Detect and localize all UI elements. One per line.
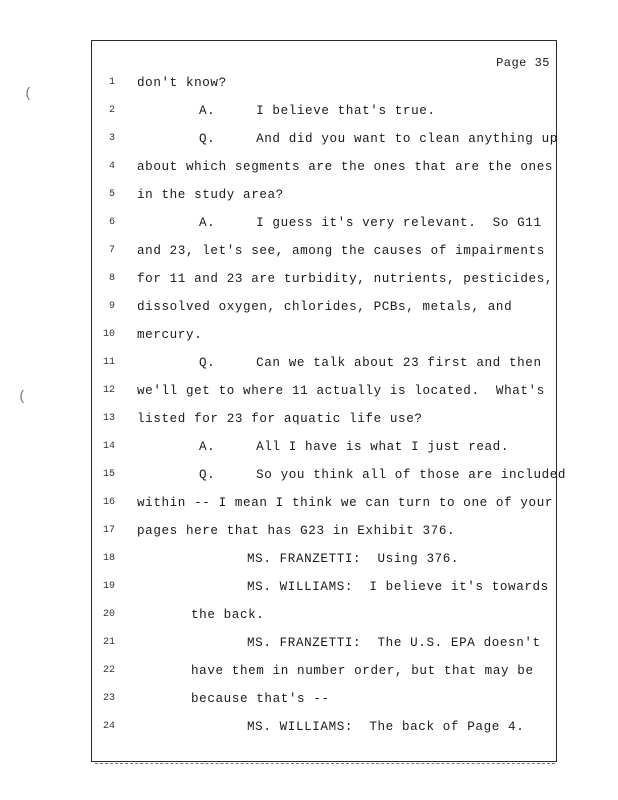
line-text: Q. So you think all of those are included (199, 468, 567, 482)
line-number: 10 (102, 329, 115, 340)
line-text: for 11 and 23 are turbidity, nutrients, pesticides, (137, 272, 554, 286)
line-number: 12 (102, 385, 115, 396)
line-number: 24 (102, 721, 115, 732)
transcript-line (0, 465, 618, 485)
line-number: 6 (108, 217, 115, 228)
line-text: A. I believe that's true. (199, 104, 436, 118)
line-number: 2 (108, 105, 115, 116)
transcript-line (0, 297, 618, 317)
line-text: have them in number order, but that may be (191, 664, 534, 678)
line-number: 5 (108, 189, 115, 200)
transcript-line (0, 549, 618, 569)
line-number: 4 (108, 161, 115, 172)
transcript-line (0, 269, 618, 289)
transcript-line (0, 185, 618, 205)
transcript-line (0, 409, 618, 429)
scan-speck: ( (24, 86, 33, 102)
transcript-line (0, 577, 618, 597)
line-number: 1 (108, 77, 115, 88)
transcript-line (0, 717, 618, 737)
line-text: in the study area? (137, 188, 284, 202)
transcript-line (0, 605, 618, 625)
line-text: MS. FRANZETTI: The U.S. EPA doesn't (247, 636, 541, 650)
line-number: 14 (102, 441, 115, 452)
line-text: Q. Can we talk about 23 first and then (199, 356, 542, 370)
transcript-line (0, 521, 618, 541)
line-number: 18 (102, 553, 115, 564)
line-text: MS. WILLIAMS: I believe it's towards (247, 580, 549, 594)
line-number: 8 (108, 273, 115, 284)
line-number: 13 (102, 413, 115, 424)
scan-edge-noise (95, 763, 555, 768)
scan-speck: ( (18, 389, 27, 405)
transcript-line (0, 101, 618, 121)
line-text: we'll get to where 11 actually is located. What's (137, 384, 545, 398)
transcript-line (0, 241, 618, 261)
transcript-line (0, 325, 618, 345)
line-text: MS. FRANZETTI: Using 376. (247, 552, 460, 566)
line-number: 19 (102, 581, 115, 592)
transcript-line (0, 437, 618, 457)
line-number: 16 (102, 497, 115, 508)
line-text: mercury. (137, 328, 203, 342)
line-number: 7 (108, 245, 115, 256)
line-text: pages here that has G23 in Exhibit 376. (137, 524, 456, 538)
line-number: 3 (108, 133, 115, 144)
transcript-line (0, 353, 618, 373)
line-number: 17 (102, 525, 115, 536)
line-text: A. All I have is what I just read. (199, 440, 509, 454)
transcript-line (0, 213, 618, 233)
line-text: don't know? (137, 76, 227, 90)
transcript-line (0, 73, 618, 93)
line-number: 22 (102, 665, 115, 676)
transcript-line (0, 633, 618, 653)
page-label: Page 35 (496, 56, 550, 70)
line-text: Q. And did you want to clean anything up (199, 132, 558, 146)
line-number: 15 (102, 469, 115, 480)
line-text: about which segments are the ones that are the ones (137, 160, 554, 174)
line-text: within -- I mean I think we can turn to one of your (137, 496, 554, 510)
line-number: 23 (102, 693, 115, 704)
line-text: the back. (191, 608, 265, 622)
line-text: because that's -- (191, 692, 330, 706)
line-number: 9 (108, 301, 115, 312)
line-text: listed for 23 for aquatic life use? (137, 412, 423, 426)
line-number: 21 (102, 637, 115, 648)
transcript-line (0, 381, 618, 401)
line-text: and 23, let's see, among the causes of impairments (137, 244, 545, 258)
transcript-line (0, 157, 618, 177)
line-number: 11 (102, 357, 115, 368)
transcript-line (0, 493, 618, 513)
line-text: dissolved oxygen, chlorides, PCBs, metals, and (137, 300, 513, 314)
line-number: 20 (102, 609, 115, 620)
transcript-line (0, 661, 618, 681)
line-text: MS. WILLIAMS: The back of Page 4. (247, 720, 525, 734)
line-text: A. I guess it's very relevant. So G11 (199, 216, 542, 230)
transcript-line (0, 129, 618, 149)
transcript-line (0, 689, 618, 709)
